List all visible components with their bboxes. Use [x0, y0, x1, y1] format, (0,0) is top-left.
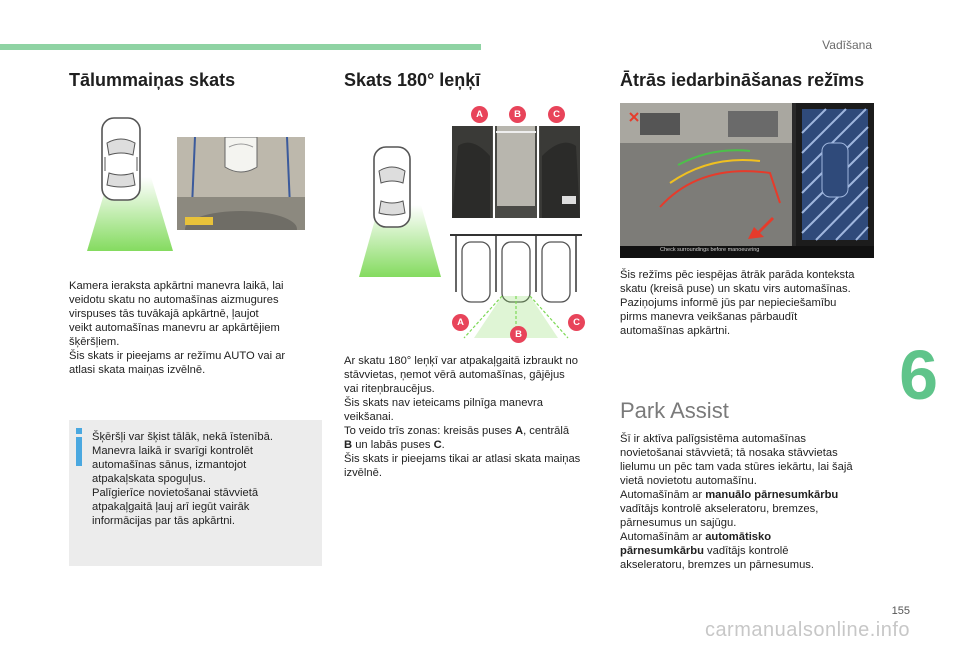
park-assist-text-part1: Šī ir aktīva palīgsistēma automašīnas novietošanai stāvvietā; tā nosaka stāvvietas lielumu un pēc tam vada stūres iekārtu, lai šajā vietā novietotu automašīnu. Automašīnām ar	[620, 433, 853, 501]
car-top-view-illustration	[85, 115, 175, 255]
zone-b-badge-top: B	[509, 106, 526, 123]
arrow-icon	[746, 215, 776, 241]
header-accent-bar	[0, 44, 481, 50]
zone-b-badge-bottom: B	[510, 326, 527, 343]
screen-caption: Check surroundings before manoeuvring	[660, 247, 760, 253]
zone-c-badge-bottom: C	[568, 314, 585, 331]
panoramic-camera-image	[452, 126, 580, 218]
park-assist-text-part3: vadītājs kontrolē akseleratoru, bremzes un pārnesumus.	[620, 545, 815, 571]
quick-start-heading: Ātrās iedarbināšanas režīms	[620, 70, 865, 90]
zone-b-label: B	[344, 439, 353, 451]
quick-start-description: Šis režīms pēc iespējas ātrāk parāda konteksta skatu (kreisā puse) un skatu virs automašīnas. Paziņojums informē jūs par nepieciešamību pirms manevra veikšanas pārbaudīt automašīnas apkārtni.	[620, 269, 855, 337]
park-assist-description	[620, 432, 880, 572]
automatic-gearbox-label: automātisko pārnesumkārbu	[620, 531, 772, 557]
view-180-text-part1: Ar skatu 180° leņķī var atpakaļgaitā izbraukt no stāvvietas, ņemot vērā automašīnas, gājējus vai riteņbraucējus. Šis skats nav ieteicams pilnīga manevra veikšanai. To veido trīs zonas: kreisās puses	[344, 355, 578, 437]
park-assist-text-part2: vadītājs kontrolē akseleratoru, bremzes, pārnesumus un sajūgu. Automašīnām ar	[620, 503, 819, 543]
zone-a-badge-top: A	[471, 106, 488, 123]
view-180-text-part3: un labās puses	[352, 439, 434, 451]
zone-c-badge-top: C	[548, 106, 565, 123]
watermark: carmanualsonline.info	[704, 619, 910, 641]
manual-gearbox-label: manuālo pārnesumkārbu	[705, 489, 839, 501]
view-180-description	[344, 354, 604, 480]
zoom-camera-image	[177, 137, 305, 230]
zoom-view-description: Kamera ieraksta apkārtni manevra laikā, lai veidotu skatu no automašīnas aizmugures virspuses tās tuvākajā apkārtnē, ļaujot veikt automašīnas manevru ar apkārtējiem šķēršļiem. Šis skats ir pieejams ar režīmu AUTO vai ar atlasi skata maiņas izvēlnē.	[69, 280, 286, 376]
page-number: 155	[891, 605, 910, 617]
quick-start-screen	[620, 103, 874, 258]
zone-a-label: A	[515, 425, 524, 437]
chapter-number: 6	[899, 336, 938, 414]
zoom-view-heading: Tālummaiņas skats	[69, 70, 236, 90]
info-icon	[75, 428, 83, 466]
zone-a-badge-bottom: A	[452, 314, 469, 331]
info-note-text: Šķēršļi var šķist tālāk, nekā īstenībā. Manevra laikā ir svarīgi kontrolēt automašīnas sānus, izmantojot atpakaļskata spoguļus. Palīgierīce novietošanai stāvvietā atpakaļgaitā ļauj arī iegūt vairāk informācijas par tās apkārtni.	[92, 431, 273, 527]
section-label: Vadīšana	[822, 38, 872, 52]
car-reversing-illustration	[355, 145, 445, 280]
view-180-heading: Skats 180° leņķī	[344, 70, 481, 90]
park-assist-heading: Park Assist	[620, 398, 729, 423]
zone-c-label: C	[433, 439, 442, 451]
view-180-text-part4: . Šis skats ir pieejams tikai ar atlasi skata maiņas izvēlnē.	[344, 439, 581, 479]
parking-lot-diagram	[450, 232, 582, 340]
view-180-text-part2: , centrālā	[523, 425, 570, 437]
